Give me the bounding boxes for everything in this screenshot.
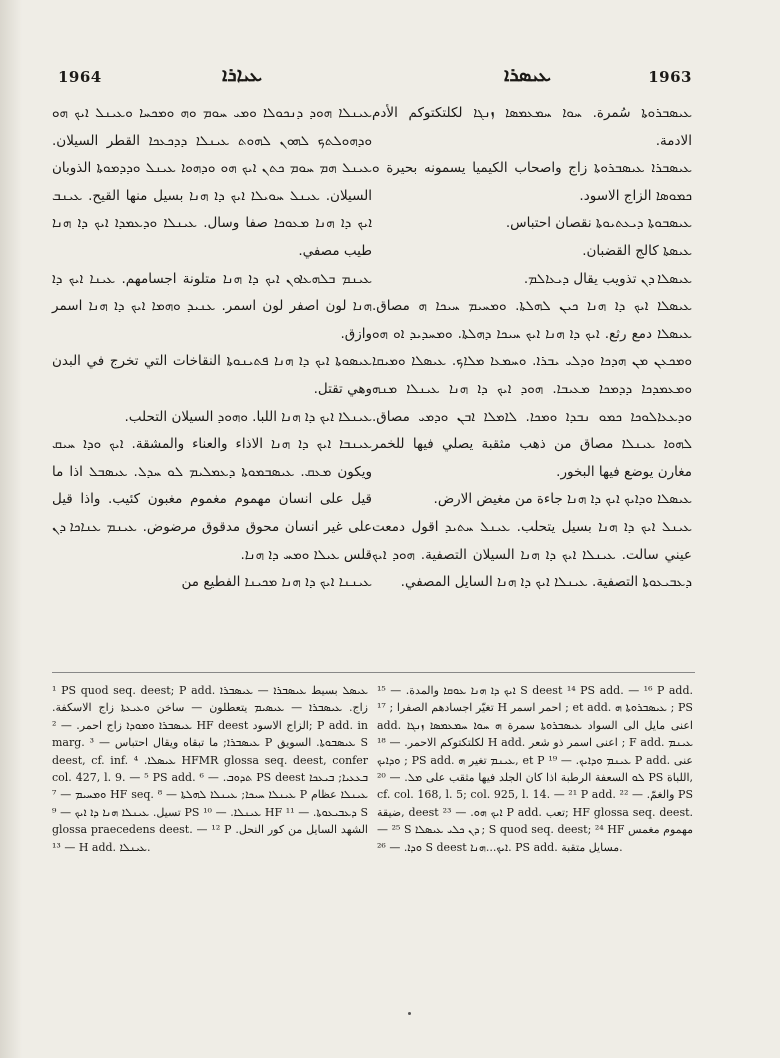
entry: ܥܝܢܡ ܒܠܗܥܐܘܢ ܐܝܟ ܕܐ ܗܢܐ متلونة اجسامهم. ܥܝܢܐ ܐܝܟ ܕܐ ܗܢܐ لون اصفر لون اسمر. ܥܢܝܕ ܘܗܡܐ ܐܝܟ ܕܐ ܗܢܐ اسمر وازق.	[52, 270, 372, 342]
page-speck	[408, 1012, 411, 1015]
footnote-text: ¹ PS quod seq. deest; P add. ܥܝܣܠ بسيط ܥܝܣܒܪܐ — ܥܝܣܒܪܐ زاج. ܥܝܣܒܪܐ — ܥܝܣܝܡ يتعطلون — ساخن ܘܥܝܥܬܐ زاج الاسكفة. ܥܝܣܒܪܐ ܘܡܘܕܐ زاج احمر. — ² HF deest الزاج الاسود; P add. in marg. ܥܝܣܒܪܐ; ما تبقاه ويقال احتباس — ³ P ܥܝܣܒܘܬܐ. السويق S deest, cf. inf. ܥܝܣܠܐ. ⁴ HFMR glossa seq. deest, confer col. 427, l. 9. — ⁵ PS add. ܬܕܘܒ. — ⁶ PS deest ܒܥܥܝܐ; ܒܝܥܟܐ ܘܡܚܝܡ — ⁷ HF seq. ܥܝܢܠܐ ܚܝܟܐ; ܥܝܢܠܐ ܠܗܠܬܐ — ⁸ P ܥܝܢܠܐ عظام تسيل. ܥܝܢܠܐ ܗܢܐ ܕܐ ܐܝܟ — ⁹ PS ܥܝܢܠܐ. — ¹⁰ HF ܕܥܒܝܥܘܬܐ. — ¹¹ S glossa praecedens deest. — ¹² P الشهد السايل من كور النحل. — ¹³ H add. ܥܝܢܠܐ.	[52, 684, 369, 854]
footnote-text: ܐܝܟ ܕܐ ܗܢܐ ܥܘܩܐ والمدة. — ¹⁵ S deest ¹⁴ PS add. — ¹⁶ P add. تغيّر اجسادهم الصفرا ; ¹⁷ H احمر اسمر ; et add. ܥܝܣܒܪܘܬܐ ܗ ; PS add. اعنى مايل الى السواد ܥܝܣܒܪܘܬܐ سمرة ܗ ܚܘܐ ܚܡܥܡܣܐ ܙܢܓܐ لكلتكتوكم الاحمر. — ¹⁸ H add. اعنى اسمر ذو شعر ; F add. ܥܝܢܡ ܘܕܐܝܟ ; PS add. ܥܝܢܡ تغير ܗ, et P ܥܝܢܡ ܘܕܐܝܟ. — ¹⁹ P add. عنى ܠܘ السعفة الرطبة اذا كان الجلد فيها مثقب على ܡܠ. — ²⁰ PS اللباة, cf. col. 168, l. 5; col. 925, l. 14. — ²¹ P add. والغمّ. — ²² PS ضيقة, deest ܐܝܟ ܗܘ. — ²³ P add. تعب; HF glossa seq. deest. — ²⁵ S ܕܢ ܟܠܝ ܥܝܣܠܐ ; S quod seq. deest; ²⁴ HF مهموم مغمس ܘܕܐ. — ²⁶ S deest ܐܝܟ...ܗܢܐ. PS add. مسايل متقبة.	[377, 684, 694, 854]
entry: ܥܝܣܒܪܐ ܥܝܣܒܪܘܬܐ زاج واصحاب الكيميا يسمونه بحيرة ܘ ܟܡܘܣܐ الزاج الاسود.	[372, 160, 692, 204]
entry: ܥܝܣܠܐ ܘܕܐܝܟ ܐܝܟ ܕܐ ܗܢܐ جاءة من مغيض الارض.	[433, 491, 692, 508]
gutter-shadow	[0, 0, 22, 1058]
entry: ܥܝܢܠܐ ܐܝܟ ܕܐ ܗܢܐ اللبا. ܘܗܘܕ السيلان التحلب.	[124, 408, 372, 425]
entry: ܥܝܢܠ ܐܝܟ ܕܐ ܗܢܐ بسيل يتحلب. ܥܝܢܠ ܚܬܝܕ اقول دمعت عيني سالت. ܥܝܢܠܐ ܐܝܟ ܕܐ ܗܢܐ السيلان التصفية. ܗܘܕ ܐܝܟ ܕܥܒܝܥܘܬܐ التصفية. ܥܝܢܠܐ ܐܝܟ ܕܐ ܗܢܐ السايل المصفي.	[372, 518, 692, 591]
page-header	[52, 64, 692, 94]
column-right	[372, 100, 692, 655]
entry: ܥܝܣܠܐ ܕܢ تذويب يقال ܕܝܥܐܠܡ.	[523, 270, 692, 287]
running-head-left: ܥܝܐܪܐ	[222, 64, 262, 86]
entry: ܥܝܣܒܘܬܐ ܕܝܥܬܝܘܬܐ نقصان احتباس.	[505, 215, 692, 232]
footnotes-right	[377, 682, 693, 992]
entry: ܥܝܢܠܐ ܗܘܕ ܕܢܟܘܠܐ ܘܡܝ ܚܘܡ ܘܗ ܘܡܟܚܐ ܘܥܝܢܠ ܐܝܟ ܗܘ ܘܕܗܘܠܬܟ ܠܗܘܢ ܠܗܘܬ ܥܝܢܠܐ ܕܕܟܥܟܐ القطر السيلان. ܥܝܢܠ ܗܡ ܚܘܡ ܟܬܢ ܐܝܟ ܗܘ ܘܕܗܘܐ ܥܝܢܠ ܘܕܕܡܘܬܐ الذوبان السيلان. ܥܝܢܠ ܚܘܝܠܐ ܐܝܟ ܕܐ ܗܢܐ بسيل منها القيح. ܥܝܢܒ ܐܝܟ ܕܐ ܗܢܐ ܡܥܘܟܐ صفا وسال. ܥܝܢܠܐ ܘܕܥܡܕܐ ܐܝܟ ܕܐ ܗܢܐ طيب مصفي.	[52, 105, 372, 259]
column-left	[52, 100, 372, 655]
entry: ܥܝܣܒܪܘܬܐ سُمرة. ܚܘܐ ܚܡܥܡܣܐ ܙܢܓܐ لكلتكتوكم الأدم الادمة.	[372, 105, 692, 149]
page-number-right: 1963	[648, 68, 692, 86]
page-number-left: 1964	[58, 68, 102, 86]
footnote-rule	[52, 672, 695, 673]
entry: ܥܝܣܘܬܐ ܐܝܟ ܕܐ ܗܢܐ ܦܬܝܢܘܬܐ النقاخات التي تخرج في البدن وهي تقتل.	[52, 353, 372, 397]
footnotes-left	[52, 682, 368, 992]
entry: ܥܝܢܢܐ ܐܝܟ ܕܐ ܗܢܐ ܡܟܝܢܐ الفطيع من	[181, 574, 372, 591]
entry: ܥܝܣܬܐ كالج القضبان.	[582, 242, 692, 259]
entry: ܥܝܣܠܐ ܐܝܟ ܕܐ ܗܢܐ ܟܝܢ ܠܗܠܬܐ. ܘܡܚܝܡ ܚܝܟܐ ܗ مصاق. ܥܝܣܠܐ دمع رثع. ܐܝܟ ܕܐ ܗܢܐ ܐܝܟ ܚܝܟܐ ܕܗܠܬܐ. ܘܡܚܕܝܕ ܐܘ ܗܘ ܘܡܟܥܢ ܡܢ ܗܕܟܐ ܘܕܠܝ ܝܒܪܐ. ܘܚܡܥܐ ܡܠܐܟ. ܥܝܣܠܐ ܘܡܝܩܐ ܘܡܥܡܕܟܐ ܕܕܡܟܐ ܡܥܝܒܐ. ܗܘܕ ܐܝܟ ܕܐ ܗܢܐ ܥܝܢܠܐ ܡܢܗ ܘܕܥܥܐܠܘܟܐ ܟܡܘ ܢܒܕܐ ܘܡܟܐ. ܠܐܡܠܐ ܐܒܢ ܘܕܡܝ مصاق. ܠܗܘܐ ܥܝܢܠܐ مصاق من ذهب مثقبة يصلي فيها للخمر مغارن يوضع فيها البخور.	[372, 298, 692, 480]
running-head-right: ܥܝܣܪܐ	[504, 64, 551, 86]
entry: ܥܝܢܒܐ ܐܝܟ ܕܐ ܗܢܐ الاذاء والعناء والمشقة. ܐܝܟ ܘܕܐ ܚܝܩ ويكون ܡܥܩ. ܥܝܣܒܡܘܬܐ ܕܥܡܠܝܡ ܠܘ ܚܕܠ. ܥܝܣܒܠ اذا ما قيل على انسان مهموم مغموم مغبون كئيب. واذا قيل على غير انسان محوق مدقوق مرضوض. ܥܝܢܡ ܥܢܐܟܐ ܕܢ قلس ܥܝܠܐ ܘܡܚ ܕܐ ܗܢܐ.	[52, 436, 372, 563]
